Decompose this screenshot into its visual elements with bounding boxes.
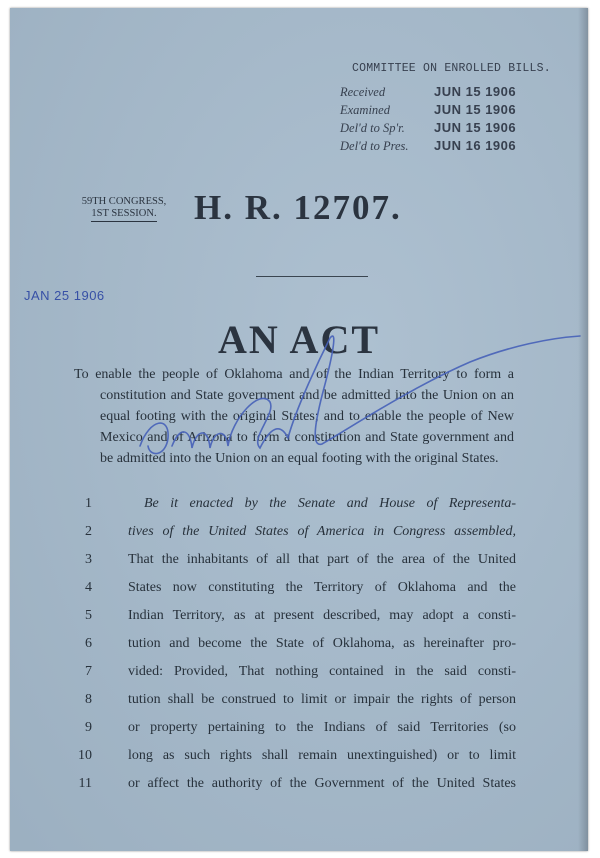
line-number: 7: [85, 664, 92, 679]
line-number: 1: [85, 496, 92, 511]
line-number: 4: [85, 580, 92, 595]
line-number: 5: [85, 608, 92, 623]
purpose-text: To enable the people of Oklahoma and of the Indian Territory to form a constitution and State government and be admitted into the Union on an equal footing with the original States; and to enable the people of New Mexico and of Arizona to form a constitution and State government and be admitted into the Union on an equal footing with the original States.: [74, 367, 514, 466]
line-number: 9: [85, 720, 92, 735]
session-label: 1ST SESSION.: [91, 208, 156, 222]
line-number: 2: [85, 524, 92, 539]
stamp-row-received: [340, 84, 516, 100]
congress-label: 59TH CONGRESS,: [81, 196, 167, 207]
line-text: That the inhabitants of all that part of the area of the United: [128, 552, 516, 567]
line-number: 6: [85, 636, 92, 651]
line-number: 10: [78, 748, 92, 763]
stamp-label: Examined: [340, 103, 390, 117]
received-date-stamp: JAN 25 1906: [24, 288, 105, 303]
act-title: AN ACT: [217, 317, 381, 362]
enrolled-bills-stamp: [328, 48, 578, 156]
divider: [256, 276, 368, 277]
congress-session: [60, 196, 188, 222]
bill-page: [10, 8, 588, 851]
stamp-date: JUN 15 1906: [434, 120, 517, 135]
bill-number: H. R. 12707.: [194, 188, 402, 227]
line-text: Indian Territory, as at present described, may adopt a consti-: [128, 608, 516, 623]
line-text: States now constituting the Territory of Oklahoma and the: [128, 580, 516, 595]
line-number: 11: [78, 776, 92, 791]
line-text: tution shall be construed to limit or impair the rights of person: [128, 692, 516, 707]
line-text: or property pertaining to the Indians of said Territories (so: [128, 720, 516, 735]
line-number: 8: [85, 692, 92, 707]
stamp-date: JUN 15 1906: [434, 84, 517, 99]
line-text: tives of the United States of America in Congress assembled,: [128, 524, 516, 539]
line-number: 3: [85, 552, 92, 567]
stamp-title: COMMITTEE ON ENROLLED BILLS.: [352, 62, 551, 75]
line-text: vided: Provided, That nothing contained in the said consti-: [128, 664, 516, 679]
line-text: Be it enacted by the Senate and House of Representa-: [144, 496, 516, 511]
stamp-row-delivered-president: [340, 138, 516, 154]
line-text: long as such rights shall remain unextinguished) or to limit: [128, 748, 516, 763]
stamp-row-delivered-speaker: [340, 120, 516, 136]
stamp-label: Del'd to Sp'r.: [340, 121, 405, 135]
line-text: or affect the authority of the Government of the United States: [128, 776, 516, 791]
line-text: tution and become the State of Oklahoma, as hereinafter pro-: [128, 636, 516, 651]
stamp-date: JUN 15 1906: [434, 102, 517, 117]
stamp-date: JUN 16 1906: [434, 138, 517, 153]
stamp-label: Del'd to Pres.: [340, 139, 409, 153]
stamp-row-examined: [340, 102, 516, 118]
stamp-label: Received: [340, 85, 386, 99]
handwritten-signature: [110, 298, 600, 498]
